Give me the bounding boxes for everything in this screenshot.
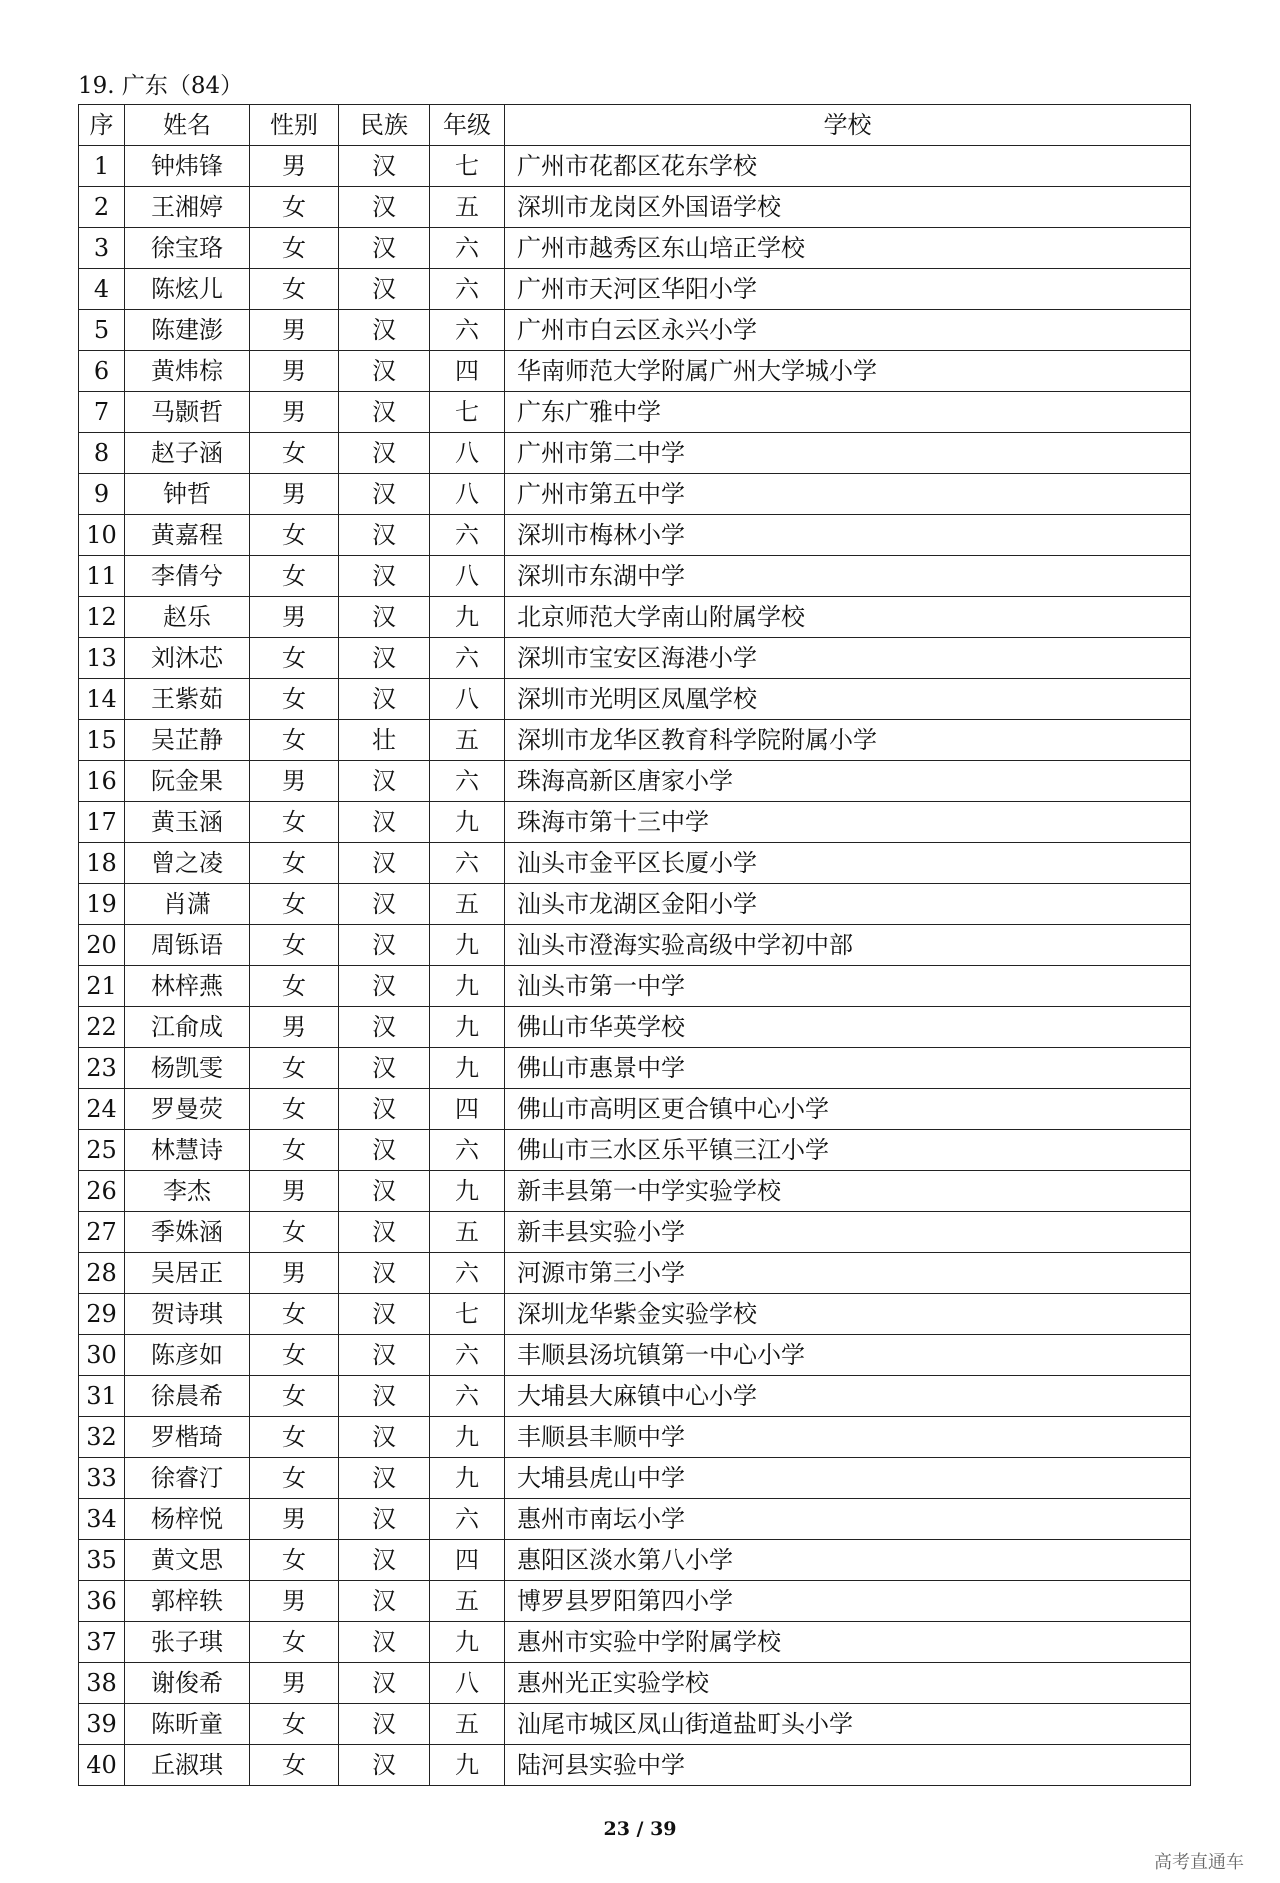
cell-name: 肖潇 — [125, 884, 250, 925]
cell-index: 32 — [79, 1417, 125, 1458]
header-ethnicity: 民族 — [339, 105, 430, 146]
cell-ethnicity: 汉 — [339, 884, 430, 925]
cell-gender: 女 — [250, 1048, 339, 1089]
page-number: 23 / 39 — [603, 1818, 677, 1840]
cell-school: 新丰县实验小学 — [505, 1212, 1191, 1253]
cell-index: 3 — [79, 228, 125, 269]
cell-grade: 六 — [430, 638, 505, 679]
cell-name: 陈建澎 — [125, 310, 250, 351]
cell-school: 广州市第五中学 — [505, 474, 1191, 515]
cell-grade: 九 — [430, 1417, 505, 1458]
cell-ethnicity: 汉 — [339, 1089, 430, 1130]
cell-name: 吴居正 — [125, 1253, 250, 1294]
table-row — [79, 433, 1191, 474]
cell-grade: 九 — [430, 1622, 505, 1663]
cell-ethnicity: 汉 — [339, 1253, 430, 1294]
cell-index: 28 — [79, 1253, 125, 1294]
cell-ethnicity: 汉 — [339, 1171, 430, 1212]
cell-school: 广州市白云区永兴小学 — [505, 310, 1191, 351]
cell-grade: 八 — [430, 556, 505, 597]
table-row — [79, 966, 1191, 1007]
cell-gender: 男 — [250, 761, 339, 802]
cell-ethnicity: 汉 — [339, 1540, 430, 1581]
cell-ethnicity: 汉 — [339, 146, 430, 187]
cell-name: 张子琪 — [125, 1622, 250, 1663]
cell-ethnicity: 汉 — [339, 1581, 430, 1622]
table-row — [79, 474, 1191, 515]
cell-school: 佛山市三水区乐平镇三江小学 — [505, 1130, 1191, 1171]
cell-grade: 六 — [430, 515, 505, 556]
cell-school: 汕头市澄海实验高级中学初中部 — [505, 925, 1191, 966]
cell-ethnicity: 汉 — [339, 1376, 430, 1417]
table-row — [79, 1458, 1191, 1499]
cell-gender: 男 — [250, 1499, 339, 1540]
cell-ethnicity: 汉 — [339, 843, 430, 884]
cell-gender: 女 — [250, 679, 339, 720]
cell-school: 华南师范大学附属广州大学城小学 — [505, 351, 1191, 392]
cell-index: 16 — [79, 761, 125, 802]
cell-name: 郭梓轶 — [125, 1581, 250, 1622]
cell-name: 罗曼荧 — [125, 1089, 250, 1130]
cell-index: 27 — [79, 1212, 125, 1253]
cell-ethnicity: 汉 — [339, 187, 430, 228]
table-row — [79, 802, 1191, 843]
cell-ethnicity: 汉 — [339, 802, 430, 843]
cell-grade: 五 — [430, 884, 505, 925]
table-row — [79, 1294, 1191, 1335]
cell-index: 34 — [79, 1499, 125, 1540]
cell-index: 26 — [79, 1171, 125, 1212]
cell-school: 深圳市龙华区教育科学院附属小学 — [505, 720, 1191, 761]
table-row — [79, 1581, 1191, 1622]
cell-grade: 六 — [430, 269, 505, 310]
cell-school: 佛山市华英学校 — [505, 1007, 1191, 1048]
cell-index: 36 — [79, 1581, 125, 1622]
cell-school: 汕头市龙湖区金阳小学 — [505, 884, 1191, 925]
cell-name: 阮金果 — [125, 761, 250, 802]
cell-gender: 女 — [250, 966, 339, 1007]
cell-school: 惠州市南坛小学 — [505, 1499, 1191, 1540]
cell-grade: 六 — [430, 1499, 505, 1540]
cell-name: 丘淑琪 — [125, 1745, 250, 1786]
cell-gender: 女 — [250, 1540, 339, 1581]
cell-gender: 女 — [250, 433, 339, 474]
cell-name: 钟哲 — [125, 474, 250, 515]
cell-school: 汕头市第一中学 — [505, 966, 1191, 1007]
cell-ethnicity: 汉 — [339, 638, 430, 679]
table-row — [79, 884, 1191, 925]
table-row — [79, 556, 1191, 597]
cell-gender: 女 — [250, 1622, 339, 1663]
table-row — [79, 351, 1191, 392]
table-row — [79, 310, 1191, 351]
cell-gender: 女 — [250, 228, 339, 269]
cell-gender: 女 — [250, 1130, 339, 1171]
cell-grade: 六 — [430, 228, 505, 269]
cell-name: 林慧诗 — [125, 1130, 250, 1171]
cell-grade: 七 — [430, 146, 505, 187]
cell-ethnicity: 壮 — [339, 720, 430, 761]
table-row — [79, 515, 1191, 556]
cell-grade: 六 — [430, 1335, 505, 1376]
cell-school: 深圳龙华紫金实验学校 — [505, 1294, 1191, 1335]
cell-name: 钟炜锋 — [125, 146, 250, 187]
cell-ethnicity: 汉 — [339, 1212, 430, 1253]
cell-index: 19 — [79, 884, 125, 925]
cell-ethnicity: 汉 — [339, 1130, 430, 1171]
cell-grade: 七 — [430, 1294, 505, 1335]
cell-name: 李倩兮 — [125, 556, 250, 597]
cell-gender: 女 — [250, 1294, 339, 1335]
cell-gender: 女 — [250, 269, 339, 310]
cell-name: 徐宝珞 — [125, 228, 250, 269]
cell-gender: 男 — [250, 1253, 339, 1294]
cell-school: 深圳市梅林小学 — [505, 515, 1191, 556]
cell-grade: 九 — [430, 1048, 505, 1089]
cell-ethnicity: 汉 — [339, 474, 430, 515]
cell-name: 谢俊希 — [125, 1663, 250, 1704]
cell-grade: 五 — [430, 1212, 505, 1253]
cell-grade: 六 — [430, 761, 505, 802]
cell-school: 丰顺县丰顺中学 — [505, 1417, 1191, 1458]
cell-name: 黄炜棕 — [125, 351, 250, 392]
cell-grade: 八 — [430, 474, 505, 515]
cell-ethnicity: 汉 — [339, 310, 430, 351]
cell-index: 25 — [79, 1130, 125, 1171]
cell-gender: 男 — [250, 351, 339, 392]
table-row — [79, 392, 1191, 433]
cell-name: 李杰 — [125, 1171, 250, 1212]
cell-name: 杨梓悦 — [125, 1499, 250, 1540]
table-row — [79, 187, 1191, 228]
cell-gender: 男 — [250, 597, 339, 638]
cell-gender: 女 — [250, 515, 339, 556]
cell-grade: 五 — [430, 1704, 505, 1745]
cell-gender: 女 — [250, 1376, 339, 1417]
cell-grade: 五 — [430, 720, 505, 761]
cell-ethnicity: 汉 — [339, 1294, 430, 1335]
cell-index: 30 — [79, 1335, 125, 1376]
cell-name: 徐晨希 — [125, 1376, 250, 1417]
roster-table — [78, 104, 1191, 1786]
table-row — [79, 1622, 1191, 1663]
cell-name: 曾之凌 — [125, 843, 250, 884]
cell-name: 杨凯雯 — [125, 1048, 250, 1089]
cell-index: 9 — [79, 474, 125, 515]
cell-gender: 女 — [250, 925, 339, 966]
cell-gender: 女 — [250, 1417, 339, 1458]
cell-grade: 九 — [430, 1171, 505, 1212]
cell-index: 20 — [79, 925, 125, 966]
cell-ethnicity: 汉 — [339, 1458, 430, 1499]
cell-index: 4 — [79, 269, 125, 310]
cell-index: 7 — [79, 392, 125, 433]
cell-ethnicity: 汉 — [339, 1417, 430, 1458]
cell-index: 12 — [79, 597, 125, 638]
cell-school: 大埔县大麻镇中心小学 — [505, 1376, 1191, 1417]
cell-gender: 女 — [250, 802, 339, 843]
cell-school: 广州市越秀区东山培正学校 — [505, 228, 1191, 269]
cell-grade: 六 — [430, 1130, 505, 1171]
table-row — [79, 1704, 1191, 1745]
cell-gender: 女 — [250, 843, 339, 884]
table-row — [79, 1745, 1191, 1786]
cell-name: 赵子涵 — [125, 433, 250, 474]
cell-grade: 九 — [430, 1745, 505, 1786]
table-row — [79, 597, 1191, 638]
cell-name: 黄文思 — [125, 1540, 250, 1581]
cell-index: 6 — [79, 351, 125, 392]
table-row — [79, 228, 1191, 269]
cell-index: 15 — [79, 720, 125, 761]
table-row — [79, 679, 1191, 720]
table-row — [79, 1007, 1191, 1048]
cell-name: 王湘婷 — [125, 187, 250, 228]
cell-grade: 六 — [430, 1253, 505, 1294]
cell-ethnicity: 汉 — [339, 597, 430, 638]
cell-school: 陆河县实验中学 — [505, 1745, 1191, 1786]
table-row — [79, 1212, 1191, 1253]
cell-ethnicity: 汉 — [339, 1663, 430, 1704]
cell-index: 10 — [79, 515, 125, 556]
cell-gender: 女 — [250, 1458, 339, 1499]
cell-school: 深圳市东湖中学 — [505, 556, 1191, 597]
cell-grade: 八 — [430, 679, 505, 720]
cell-ethnicity: 汉 — [339, 1499, 430, 1540]
cell-name: 季姝涵 — [125, 1212, 250, 1253]
cell-name: 黄嘉程 — [125, 515, 250, 556]
cell-name: 陈昕童 — [125, 1704, 250, 1745]
cell-ethnicity: 汉 — [339, 925, 430, 966]
cell-name: 江俞成 — [125, 1007, 250, 1048]
roster-body — [79, 146, 1191, 1786]
cell-index: 17 — [79, 802, 125, 843]
cell-name: 赵乐 — [125, 597, 250, 638]
cell-index: 38 — [79, 1663, 125, 1704]
table-row — [79, 1499, 1191, 1540]
cell-index: 14 — [79, 679, 125, 720]
cell-school: 惠阳区淡水第八小学 — [505, 1540, 1191, 1581]
cell-name: 马颢哲 — [125, 392, 250, 433]
cell-grade: 五 — [430, 1581, 505, 1622]
cell-gender: 男 — [250, 1007, 339, 1048]
cell-index: 24 — [79, 1089, 125, 1130]
cell-index: 8 — [79, 433, 125, 474]
table-row — [79, 1089, 1191, 1130]
cell-gender: 女 — [250, 1212, 339, 1253]
cell-school: 汕尾市城区凤山街道盐町头小学 — [505, 1704, 1191, 1745]
cell-ethnicity: 汉 — [339, 269, 430, 310]
cell-index: 35 — [79, 1540, 125, 1581]
cell-ethnicity: 汉 — [339, 1622, 430, 1663]
cell-index: 39 — [79, 1704, 125, 1745]
cell-school: 惠州市实验中学附属学校 — [505, 1622, 1191, 1663]
cell-gender: 女 — [250, 1335, 339, 1376]
cell-school: 广州市天河区华阳小学 — [505, 269, 1191, 310]
cell-name: 王紫茹 — [125, 679, 250, 720]
cell-ethnicity: 汉 — [339, 1704, 430, 1745]
cell-school: 博罗县罗阳第四小学 — [505, 1581, 1191, 1622]
table-row — [79, 1663, 1191, 1704]
cell-ethnicity: 汉 — [339, 392, 430, 433]
cell-gender: 女 — [250, 556, 339, 597]
cell-grade: 八 — [430, 433, 505, 474]
table-row — [79, 720, 1191, 761]
cell-gender: 女 — [250, 1089, 339, 1130]
cell-grade: 九 — [430, 966, 505, 1007]
cell-grade: 八 — [430, 1663, 505, 1704]
cell-grade: 六 — [430, 310, 505, 351]
cell-gender: 女 — [250, 1704, 339, 1745]
cell-school: 珠海市第十三中学 — [505, 802, 1191, 843]
cell-index: 31 — [79, 1376, 125, 1417]
table-row — [79, 1253, 1191, 1294]
table-row — [79, 925, 1191, 966]
header-index: 序 — [79, 105, 125, 146]
cell-school: 深圳市龙岗区外国语学校 — [505, 187, 1191, 228]
cell-name: 陈炫儿 — [125, 269, 250, 310]
cell-grade: 九 — [430, 925, 505, 966]
table-row — [79, 146, 1191, 187]
cell-name: 黄玉涵 — [125, 802, 250, 843]
table-row — [79, 269, 1191, 310]
cell-gender: 男 — [250, 1581, 339, 1622]
cell-gender: 男 — [250, 474, 339, 515]
cell-ethnicity: 汉 — [339, 351, 430, 392]
cell-index: 40 — [79, 1745, 125, 1786]
cell-grade: 七 — [430, 392, 505, 433]
cell-name: 周铄语 — [125, 925, 250, 966]
cell-name: 陈彦如 — [125, 1335, 250, 1376]
cell-ethnicity: 汉 — [339, 1048, 430, 1089]
cell-name: 罗楷琦 — [125, 1417, 250, 1458]
header-grade: 年级 — [430, 105, 505, 146]
cell-school: 广东广雅中学 — [505, 392, 1191, 433]
cell-index: 29 — [79, 1294, 125, 1335]
cell-grade: 九 — [430, 597, 505, 638]
cell-grade: 九 — [430, 1007, 505, 1048]
cell-ethnicity: 汉 — [339, 1335, 430, 1376]
table-row — [79, 1417, 1191, 1458]
cell-index: 37 — [79, 1622, 125, 1663]
cell-school: 深圳市光明区凤凰学校 — [505, 679, 1191, 720]
cell-index: 22 — [79, 1007, 125, 1048]
cell-ethnicity: 汉 — [339, 761, 430, 802]
cell-name: 刘沐芯 — [125, 638, 250, 679]
table-row — [79, 1048, 1191, 1089]
cell-grade: 五 — [430, 187, 505, 228]
cell-school: 新丰县第一中学实验学校 — [505, 1171, 1191, 1212]
cell-ethnicity: 汉 — [339, 1745, 430, 1786]
header-gender: 性别 — [250, 105, 339, 146]
table-row — [79, 638, 1191, 679]
cell-grade: 九 — [430, 802, 505, 843]
cell-gender: 女 — [250, 884, 339, 925]
cell-grade: 四 — [430, 1540, 505, 1581]
cell-school: 广州市花都区花东学校 — [505, 146, 1191, 187]
cell-index: 1 — [79, 146, 125, 187]
table-row — [79, 1335, 1191, 1376]
table-row — [79, 843, 1191, 884]
cell-index: 21 — [79, 966, 125, 1007]
cell-name: 林梓燕 — [125, 966, 250, 1007]
table-row — [79, 1540, 1191, 1581]
cell-school: 珠海高新区唐家小学 — [505, 761, 1191, 802]
cell-gender: 女 — [250, 1745, 339, 1786]
cell-grade: 六 — [430, 843, 505, 884]
cell-gender: 男 — [250, 1171, 339, 1212]
header-school: 学校 — [505, 105, 1191, 146]
cell-grade: 四 — [430, 351, 505, 392]
cell-index: 11 — [79, 556, 125, 597]
cell-gender: 男 — [250, 310, 339, 351]
table-row — [79, 1130, 1191, 1171]
cell-name: 吴芷静 — [125, 720, 250, 761]
header-name: 姓名 — [125, 105, 250, 146]
cell-school: 大埔县虎山中学 — [505, 1458, 1191, 1499]
header-row — [79, 105, 1191, 146]
section-title: 19. 广东（84） — [78, 73, 244, 99]
cell-name: 徐睿汀 — [125, 1458, 250, 1499]
cell-ethnicity: 汉 — [339, 228, 430, 269]
cell-ethnicity: 汉 — [339, 1007, 430, 1048]
cell-index: 5 — [79, 310, 125, 351]
cell-gender: 女 — [250, 720, 339, 761]
cell-index: 23 — [79, 1048, 125, 1089]
cell-gender: 男 — [250, 392, 339, 433]
cell-gender: 女 — [250, 638, 339, 679]
cell-school: 深圳市宝安区海港小学 — [505, 638, 1191, 679]
table-row — [79, 761, 1191, 802]
cell-school: 汕头市金平区长厦小学 — [505, 843, 1191, 884]
cell-grade: 四 — [430, 1089, 505, 1130]
cell-name: 贺诗琪 — [125, 1294, 250, 1335]
cell-index: 33 — [79, 1458, 125, 1499]
cell-ethnicity: 汉 — [339, 556, 430, 597]
cell-school: 惠州光正实验学校 — [505, 1663, 1191, 1704]
cell-ethnicity: 汉 — [339, 966, 430, 1007]
table-row — [79, 1376, 1191, 1417]
cell-gender: 男 — [250, 146, 339, 187]
table-row — [79, 1171, 1191, 1212]
cell-gender: 男 — [250, 1663, 339, 1704]
cell-school: 广州市第二中学 — [505, 433, 1191, 474]
cell-ethnicity: 汉 — [339, 679, 430, 720]
cell-school: 佛山市惠景中学 — [505, 1048, 1191, 1089]
cell-school: 丰顺县汤坑镇第一中心小学 — [505, 1335, 1191, 1376]
cell-grade: 九 — [430, 1458, 505, 1499]
cell-school: 河源市第三小学 — [505, 1253, 1191, 1294]
cell-grade: 六 — [430, 1376, 505, 1417]
cell-ethnicity: 汉 — [339, 433, 430, 474]
cell-index: 2 — [79, 187, 125, 228]
cell-ethnicity: 汉 — [339, 515, 430, 556]
cell-index: 13 — [79, 638, 125, 679]
cell-gender: 女 — [250, 187, 339, 228]
cell-school: 佛山市高明区更合镇中心小学 — [505, 1089, 1191, 1130]
cell-school: 北京师范大学南山附属学校 — [505, 597, 1191, 638]
cell-index: 18 — [79, 843, 125, 884]
watermark: 高考直通车 — [1154, 1852, 1244, 1873]
